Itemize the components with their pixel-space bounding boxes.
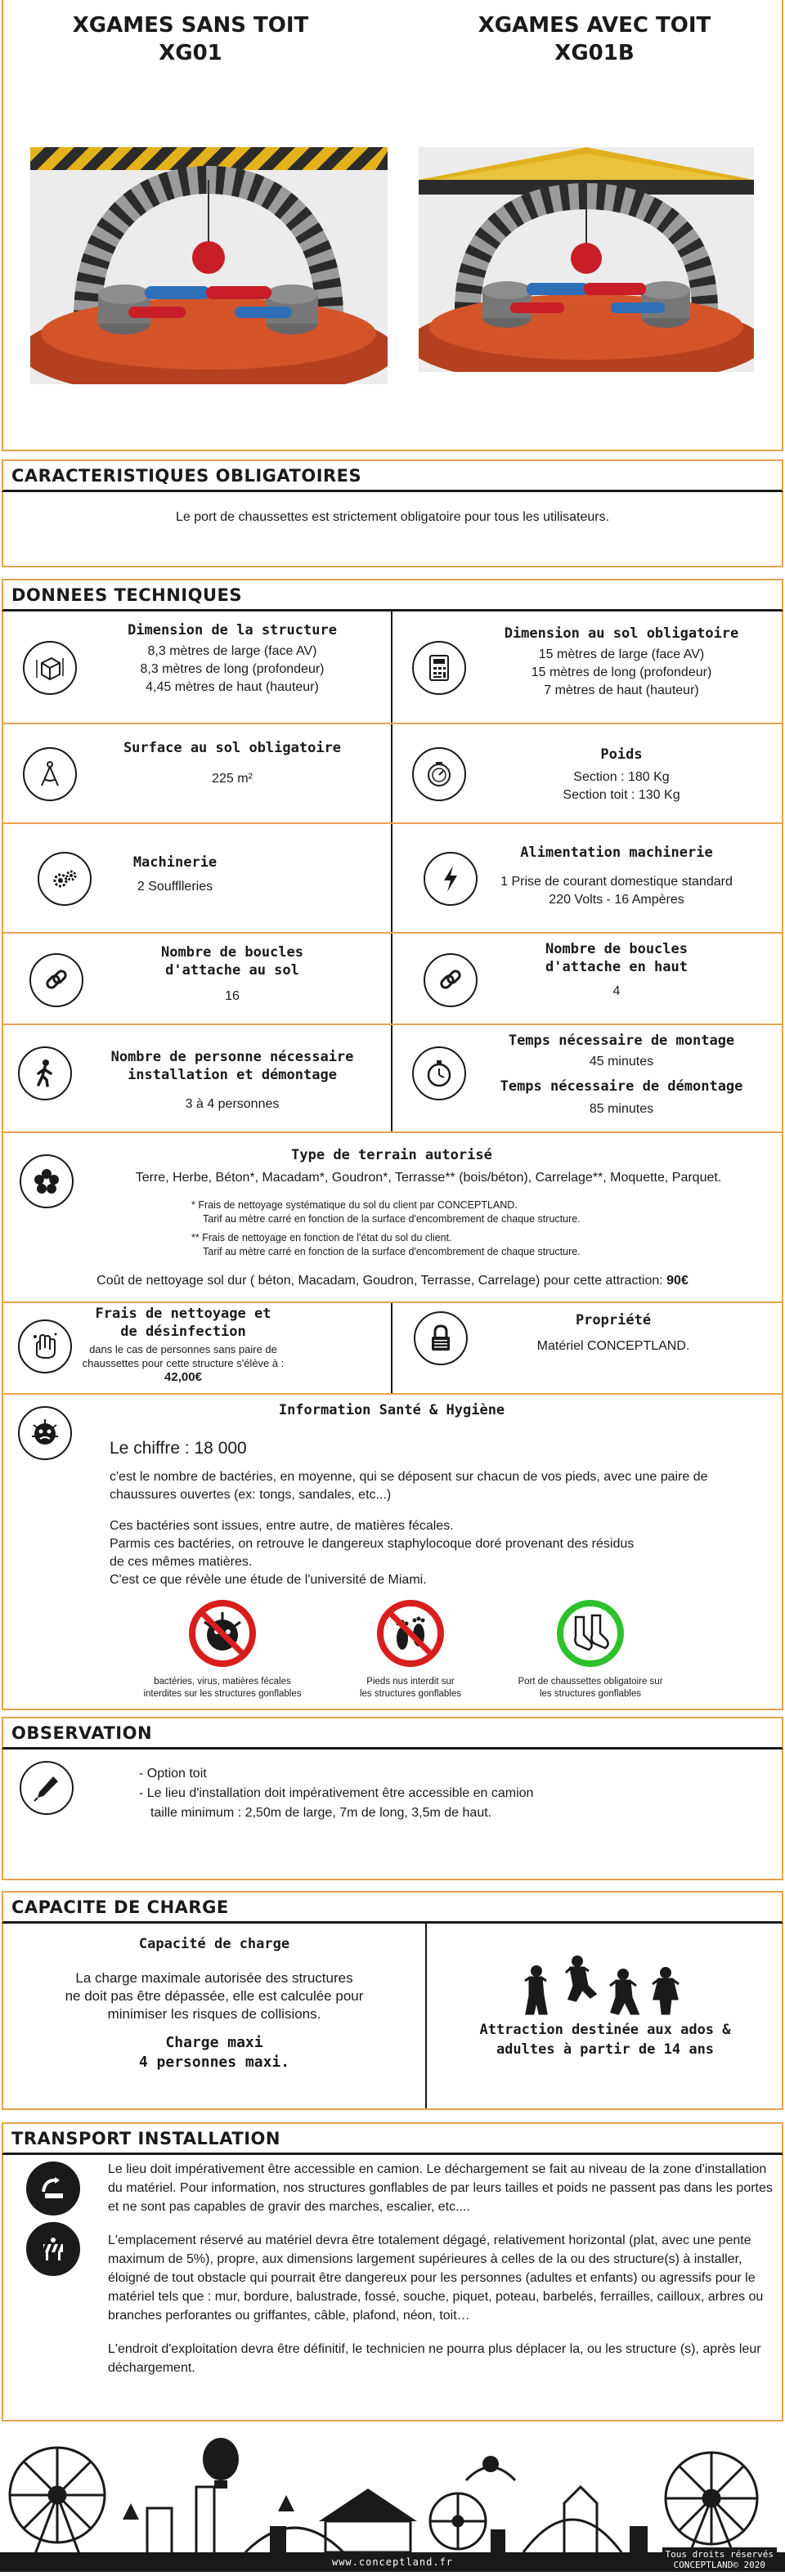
no-bacteria-caption (124, 1676, 321, 1700)
chain-link-icon (29, 953, 83, 1007)
caracteristiques-title: CARACTERISTIQUES OBLIGATOIRES (11, 466, 362, 486)
section-header-observation (2, 1717, 783, 1749)
truck-loading-icon (26, 2162, 80, 2215)
tech-row-machinerie (2, 824, 783, 934)
transport-paragraph: L'emplacement réservé au matériel devra être totalement dégagé, relativement horizontal (plat, avec une pente maximum de 5%), propre, aux dimensions largement supérieures à celles de la ou des structure(s) à installer, éloigné de tout obstacle qui pourrait être dangereux pour les personnes (adultes et enfants) ou agressifs pour le matériel tels que : mur, bordure, balustrade, fossé, souche, piquet, poteau, barbelés, ferrailles, cailloux, arbres ou branches perforantes ou griffantes, câble, plafond, néon, toit… (108, 2233, 764, 2323)
transport-row (2, 2155, 783, 2421)
dim-struct-line: 8,3 mètres de long (profondeur) (140, 662, 325, 676)
personnes-title (77, 1048, 388, 1084)
transport-paragraph: Le lieu doit impérativement être accessible en camion. Le déchargement se fait au niveau de la zone d'installation du matériel. Pour information, nos structures gonflables de par leurs tailles et poids ne passent pas dans les portes et ne sont pas capables de gravir des marches, escalier, etc.... (108, 2162, 773, 2214)
transport-paragraph: L'endroit d'exploitation devra être définitif, le technicien ne pourra plus déplacer la, ou les structure (s), après leur déchargement. (108, 2342, 761, 2375)
capacite-header-title: CAPACITE DE CHARGE (11, 1897, 229, 1917)
no-bare-feet-caption (312, 1676, 509, 1700)
product-photo-sans-toit (30, 147, 388, 384)
socks-required-caption (492, 1676, 689, 1700)
terrain-cost-label: Coût de nettoyage sol dur ( béton, Macadam, Goudron, Terrasse, Carrelage) pour cette attraction: (96, 1274, 663, 1288)
dim-struct-title: Dimension de la structure (128, 622, 337, 638)
padlock-icon (414, 1311, 468, 1365)
product-photo-avec-toit (419, 147, 754, 372)
dim-sol-line: 15 mètres de large (face AV) (538, 647, 705, 661)
observation-line: - Option toit (139, 1767, 207, 1781)
caption-line: Port de chaussettes obligatoire sur (518, 1677, 663, 1687)
sante-chiffre: Le chiffre : 18 000 (110, 1439, 247, 1458)
alimentation-line: 1 Prise de courant domestique standard (500, 875, 733, 889)
tech-row-boucles (2, 934, 783, 1025)
sante-line: de ces mêmes matières. (110, 1555, 253, 1569)
compass-icon (23, 747, 77, 801)
sante-body (110, 1468, 772, 1589)
demontage-title: Temps nécessaire de démontage (500, 1078, 743, 1095)
dim-struct-lines (77, 643, 388, 697)
gears-icon (38, 852, 92, 906)
terrain-note: Tarif au mètre carré en fonction de la surface d'encombrement de chaque structure. (203, 1213, 581, 1225)
poids-title: Poids (600, 746, 643, 763)
inflatable-illustration-left (30, 147, 388, 384)
sante-paragraph: c'est le nombre de bactéries, en moyenne, qui se déposent sur chacun de vos pieds, avec une paire de chaussures ouvertes (ex: tongs, sandales, etc...) (110, 1470, 708, 1502)
socks-required-icon (556, 1599, 625, 1668)
tech-row-surface-poids (2, 724, 783, 824)
frais-title-line: Frais de nettoyage et (95, 1306, 271, 1322)
transport-text (108, 2160, 782, 2390)
walking-person-icon (18, 1046, 72, 1100)
section-header-caracteristiques (2, 459, 783, 492)
surface-value: 225 m² (212, 772, 253, 786)
propriete-title: Propriété (575, 1312, 652, 1328)
mandatory-text: Le port de chaussettes est strictement obligatoire pour tous les utilisateurs. (175, 510, 610, 524)
personnes-title-line: Nombre de personne nécessaire (110, 1049, 354, 1065)
alimentation-lines (478, 873, 756, 909)
dim-sol-title: Dimension au sol obligatoire (504, 625, 739, 642)
frais-text (61, 1342, 306, 1384)
frais-title-line: de désinfection (120, 1324, 246, 1340)
frais-title (61, 1305, 306, 1341)
boucles-sol-title-line: Nombre de boucles (161, 944, 303, 961)
dim-struct-line: 4,45 mètres de haut (hauteur) (146, 680, 319, 694)
dim-struct-line: 8,3 mètres de large (face AV) (147, 644, 317, 658)
observation-line: taille minimum : 2,50m de large, 7m de long, 3,5m de haut. (150, 1806, 492, 1820)
boucles-sol-title (85, 943, 379, 979)
sante-line: C'est ce que révèle une étude de l'université de Miami. (110, 1573, 427, 1587)
observation-row (2, 1749, 783, 1880)
sante-line: Ces bactéries sont issues, entre autre, de matières fécales. (110, 1519, 454, 1533)
capacite-line: La charge maximale autorisée des structures (75, 1970, 353, 1986)
tech-row-personnes-montage (2, 1025, 783, 1133)
hero-section (2, 0, 783, 451)
footer-rights (662, 2547, 777, 2572)
capacite-line: minimiser les risques de collisions. (107, 2006, 321, 2022)
poids-line: Section : 180 Kg (573, 770, 670, 784)
caption-line: Pieds nus interdit sur (366, 1677, 455, 1687)
alimentation-line: 220 Volts - 16 Ampères (549, 893, 684, 907)
kids-silhouettes-icon (518, 1953, 690, 2018)
caption-line: les structures gonflables (539, 1689, 641, 1699)
footer-url[interactable]: www.conceptland.fr (331, 2556, 454, 2568)
no-bacteria-icon (188, 1599, 257, 1668)
no-bare-feet-icon (376, 1599, 445, 1668)
boucles-haut-title-line: Nombre de boucles (545, 941, 688, 957)
sante-line: Parmis ces bactéries, on retrouve le dangereux staphylocoque doré provenant des résidus (110, 1537, 635, 1551)
demontage-value: 85 minutes (589, 1102, 654, 1116)
obstacle-warning-icon (26, 2222, 80, 2276)
dimension-cube-icon (23, 641, 77, 695)
observation-line: - Le lieu d'installation doit impérativement être accessible en camion (139, 1786, 534, 1800)
terrain-note: Tarif au mètre carré en fonction de la surface d'encombrement de chaque structure. (203, 1246, 581, 1257)
poids-lines (466, 768, 777, 804)
footer-rights-line: Tous droits réservés (665, 2549, 774, 2560)
caption-line: les structures gonflables (359, 1689, 461, 1699)
tech-row-terrain (2, 1133, 783, 1303)
observation-text (139, 1764, 533, 1823)
boucles-sol-title-line: d'attache au sol (165, 962, 299, 979)
flower-icon (20, 1154, 74, 1208)
dim-sol-line: 15 mètres de long (profondeur) (531, 665, 712, 679)
scale-weight-icon (412, 747, 466, 801)
terrain-list: Terre, Herbe, Béton*, Macadam*, Goudron*, Terrasse** (bois/béton), Carrelage**, Moquette, Parquet. (135, 1171, 722, 1185)
tech-row-dimensions (2, 612, 783, 724)
alimentation-title: Alimentation machinerie (520, 844, 713, 861)
frais-line: dans le cas de personnes sans paire de (89, 1343, 277, 1355)
section-header-capacite (2, 1891, 783, 1924)
boucles-sol-value: 16 (225, 989, 240, 1003)
capacite-text (20, 1969, 409, 2023)
footer-rights-line: CONCEPTLAND© 2020 (673, 2560, 766, 2570)
germ-face-icon (18, 1406, 72, 1460)
boucles-haut-title (478, 940, 756, 976)
machinerie-title: Machinerie (132, 854, 218, 871)
calculator-icon (412, 641, 466, 695)
boucles-haut-value: 4 (612, 984, 621, 998)
personnes-title-line: installation et démontage (128, 1067, 337, 1083)
capacite-maxi-value: 4 personnes maxi. (138, 2054, 290, 2071)
transport-title: TRANSPORT INSTALLATION (11, 2129, 280, 2148)
montage-title: Temps nécessaire de montage (508, 1033, 735, 1049)
right-title-line2: XG01B (554, 41, 635, 65)
right-title-line1: XGAMES AVEC TOIT (478, 13, 711, 38)
capacite-title: Capacité de charge (138, 1936, 290, 1952)
frais-line: chaussettes pour cette structure s'élève à : (82, 1357, 285, 1369)
boucles-haut-title-line: d'attache en haut (545, 959, 688, 975)
poids-line: Section toit : 130 Kg (563, 788, 680, 802)
terrain-note: * Frais de nettoyage systématique du sol du client par CONCEPTLAND. (191, 1199, 518, 1211)
attraction-age-text (427, 2020, 783, 2059)
capacite-line: ne doit pas être dépassée, elle est calculée pour (65, 1988, 364, 2004)
chain-link-icon (424, 953, 478, 1007)
right-product-title (419, 11, 770, 67)
capacite-maxi (3, 2033, 425, 2072)
pen-icon (20, 1761, 74, 1815)
terrain-cost (3, 1272, 782, 1290)
footer-skyline (0, 2430, 785, 2572)
sante-hygiene-row (2, 1395, 783, 1710)
left-title-line1: XGAMES SANS TOIT (72, 13, 309, 38)
machinerie-value: 2 Soufflleries (137, 880, 213, 894)
left-title-line2: XG01 (159, 41, 222, 65)
terrain-title: Type de terrain autorisé (291, 1147, 492, 1163)
montage-value: 45 minutes (589, 1055, 654, 1068)
propriete-value: Matériel CONCEPTLAND. (536, 1339, 690, 1353)
lightning-icon (424, 852, 478, 906)
capacite-maxi-label: Charge maxi (165, 2034, 263, 2051)
terrain-cost-value: 90€ (666, 1274, 689, 1288)
sante-title: Information Santé & Hygiène (278, 1402, 505, 1418)
section-header-transport (2, 2122, 783, 2155)
attraction-line: adultes à partir de 14 ans (496, 2041, 715, 2058)
dim-sol-lines (466, 646, 777, 700)
stopwatch-icon (412, 1046, 466, 1100)
caption-line: interdites sur les structures gonflables (143, 1689, 302, 1699)
frais-value: 42,00€ (164, 1370, 202, 1384)
inflatable-illustration-right (419, 147, 754, 372)
donnees-techniques-title: DONNEES TECHNIQUES (11, 585, 242, 605)
terrain-note: ** Frais de nettoyage en fonction de l'état du sol du client. (191, 1232, 452, 1243)
attraction-line: Attraction destinée aux ados & (479, 2022, 731, 2038)
personnes-value: 3 à 4 personnes (185, 1097, 280, 1111)
tech-row-frais-propriete (2, 1303, 783, 1395)
terrain-notes (191, 1198, 581, 1259)
capacite-row (2, 1924, 783, 2110)
surface-title: Surface au sol obligatoire (123, 740, 342, 756)
left-product-title (15, 11, 366, 67)
mandatory-row (2, 492, 783, 567)
caption-line: bactéries, virus, matières fécales (154, 1677, 291, 1687)
dim-sol-line: 7 mètres de haut (hauteur) (544, 683, 699, 697)
observation-title: OBSERVATION (11, 1723, 153, 1743)
section-header-donnees-techniques (2, 579, 783, 612)
